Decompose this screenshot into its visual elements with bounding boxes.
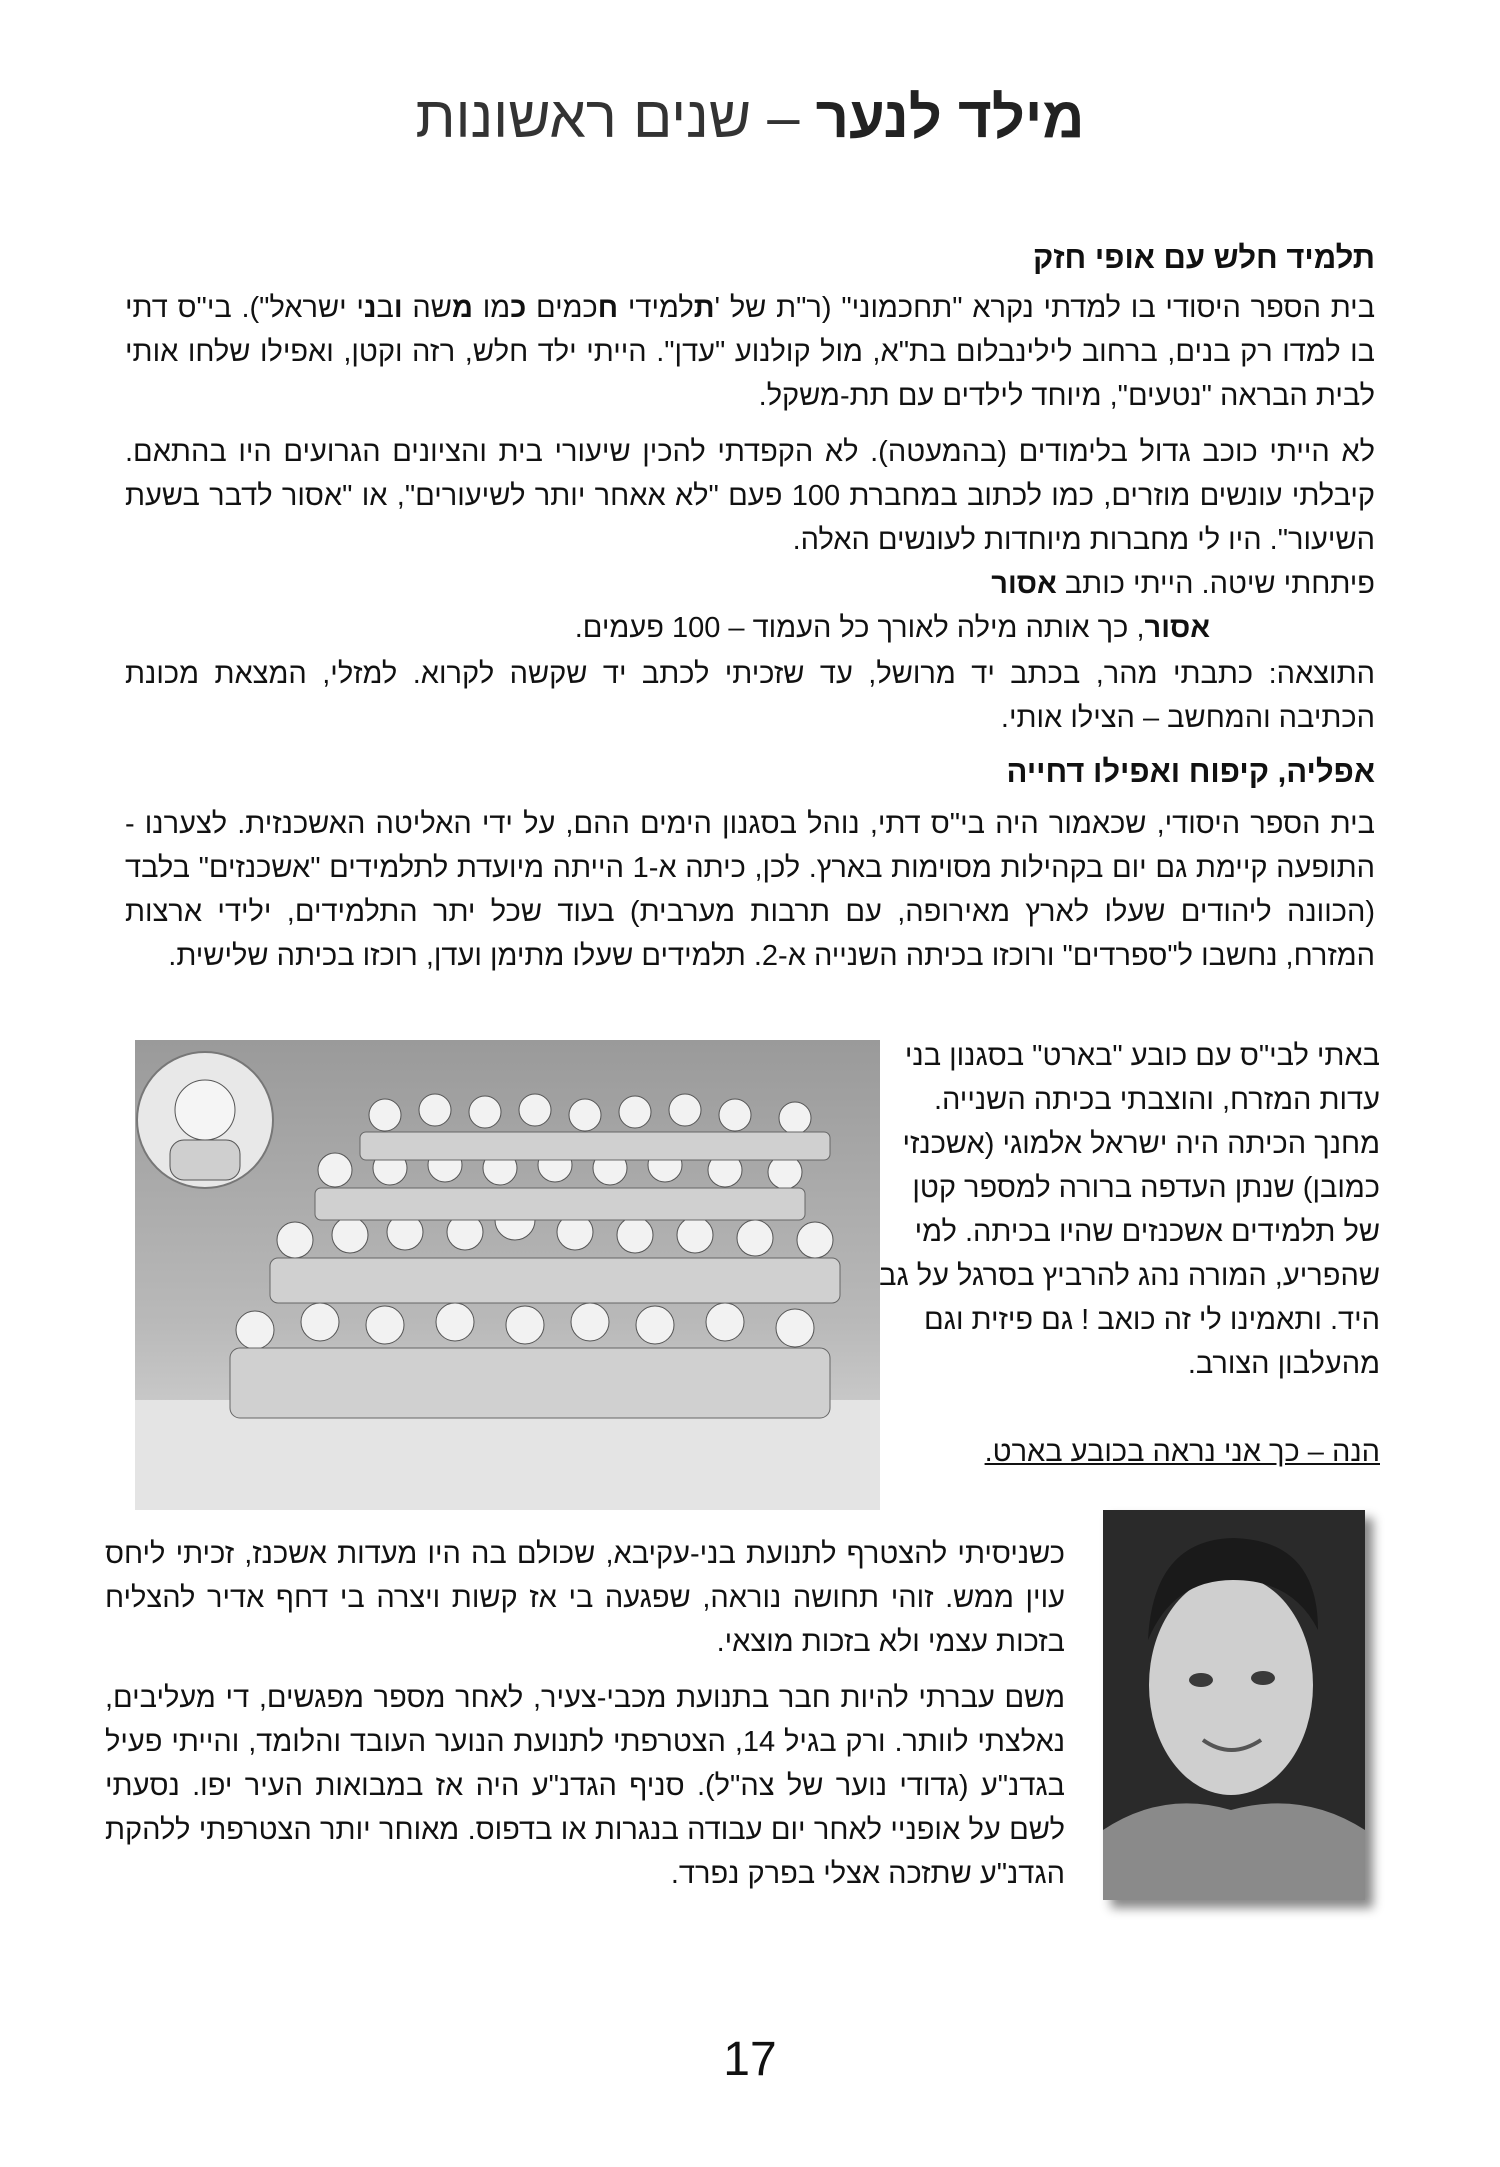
portrait-photo-image (1103, 1510, 1365, 1900)
repeat-text: , כך אותה מילה לאורך כל העמוד – 100 פעמים. (574, 612, 1145, 644)
section1-paragraph-5: התוצאה: כתבתי מהר, בכתב יד מרושל, עד שזכיתי לכתב יד שקשה לקרוא. למזלי, המצאת מכונת הכתיבה והמחשב – הצילו אותי. (125, 658, 1375, 734)
section1-paragraph-3 (125, 562, 1375, 606)
p1-text: ב (376, 292, 394, 324)
p1-text: י (356, 292, 364, 324)
section3-paragraph-2: משם עברתי להיות חבר בתנועת מכבי-צעיר, לאחר מספר מפגשים, די מעליבים, נאלצתי לוותר. ורק בגיל 14, הצטרפתי לתנועת הנוער העובד והלומד, והייתי פעיל בגדנ"ע (גדודי נוער של צה"ל). סניף הגדנ"ע היה אז במבואות העיר יפו. נסעתי לשם על אופניי לאחר יום עבודה בנגרות או בדפוס. מאוחר יותר הצטרפתי ללהקת הגדנ"ע שתזכה אצלי בפרק נפרד. (105, 1682, 1065, 1890)
p1-text: למידי (618, 292, 694, 324)
p1-text: ישראל"). בי"ס דתי בו למדו רק בנים, ברחוב לילינבלום בת"א, מול קולנוע "עדן". הייתי ילד חלש, רזה וקטן, ואפילו שלחו אותי לבית הבראה "נטעים", מיוחד לילדים עם תת-משקל. (125, 292, 1375, 412)
p1-bold-letter: ו (393, 292, 403, 324)
section1-paragraph-1 (125, 286, 1375, 418)
p1-bold-letter: מ (451, 292, 473, 324)
page-title (0, 78, 1500, 158)
p1-text: שה (402, 292, 452, 324)
method-text: פיתחתי שיטה. הייתי כותב (1056, 568, 1375, 600)
class-photo-image (135, 1040, 880, 1510)
caption-text: הנה – כך אני נראה בכובע בארט. (984, 1436, 1380, 1468)
page-number: 17 (723, 2033, 777, 2086)
section1-paragraph-4 (210, 606, 1210, 650)
section2-paragraph-1: בית הספר היסודי, שכאמור היה בי"ס דתי, נוהל בסגנון הימים ההם, על ידי האליטה האשכנזית. לצערנו - התופעה קיימת גם יום בקהילות מסוימות בארץ. לכן, כיתה א-1 הייתה מיועדת לתלמידים "אשכנזים" בלבד (הכוונה ליהודים שעלו לארץ מאירופה, עם תרבות מערבית) בעוד שכל יתר התלמידים, ילידי ארצות המזרח, נחשבו ל"ספרדים" ורוכזו בכיתה השנייה א-2. תלמידים שעלו מתימן ועדן, רוכזו בכיתה שלישית. (125, 808, 1375, 972)
p1-text: כמים (526, 292, 598, 324)
section3-paragraph-1: כשניסיתי להצטרף לתנועת בני-עקיבא, שכולם בה היו מעדות אשכנז, זכיתי ליחס עוין ממש. זוהי תחושה נוראה, שפגעה בי אז קשות ויצרה בי דחף אדיר להצליח בזכות עצמי ולא בזכות מוצאי. (105, 1538, 1065, 1658)
section-heading-weak-student: תלמיד חלש עם אופי חזק (1032, 240, 1375, 275)
title-bold: מילד לנער (815, 85, 1085, 150)
p1-bold-letter: ת (693, 292, 715, 324)
section2-side-text: באתי לבי"ס עם כובע "בארט" בסגנון בני עדות המזרח, והוצבתי בכיתה השנייה. מחנך הכיתה היה ישראל אלמוגי (אשכנזי כמובן) שנתן העדפה ברורה למספר קטן של תלמידים אשכנזים שהיו בכיתה. למי שהפריע, המורה נהג להרביץ בסרגל על גב היד. ותאמינו לי זה כואב ! גם פיזית וגם מהעלבון הצורב. (879, 1040, 1380, 1380)
title-rest: – שנים ראשונות (415, 85, 816, 150)
p1-bold-letter: ח (597, 292, 619, 324)
p1-bold-letter: כ (510, 292, 527, 324)
forbidden-word: אסור (1144, 612, 1210, 644)
section1-paragraph-2: לא הייתי כוכב גדול בלימודים (בהמעטה). לא הקפדתי להכין שיעורי בית והציונים הגרועים היו בהתאם. קיבלתי עונשים מוזרים, כמו לכתוב במחברת 100 פעם "לא אאחר יותר לשיעורים", או "אסור לדבר בשעת השיעור". היו לי מחברות מיוחדות לעונשים האלה. (125, 436, 1375, 556)
forbidden-word: אסור (991, 568, 1057, 600)
p1-bold-letter: נ (363, 292, 377, 324)
class-photo (135, 1040, 880, 1510)
portrait-photo (1103, 1510, 1365, 1900)
p1-text: בית הספר היסודי בו למדתי נקרא "תחכמוני" (ר"ת של ' (714, 292, 1376, 324)
p1-text: מו (472, 292, 511, 324)
section-heading-discrimination: אפליה, קיפוח ואפילו דחייה (1006, 754, 1375, 789)
photo-caption (875, 1430, 1380, 1474)
